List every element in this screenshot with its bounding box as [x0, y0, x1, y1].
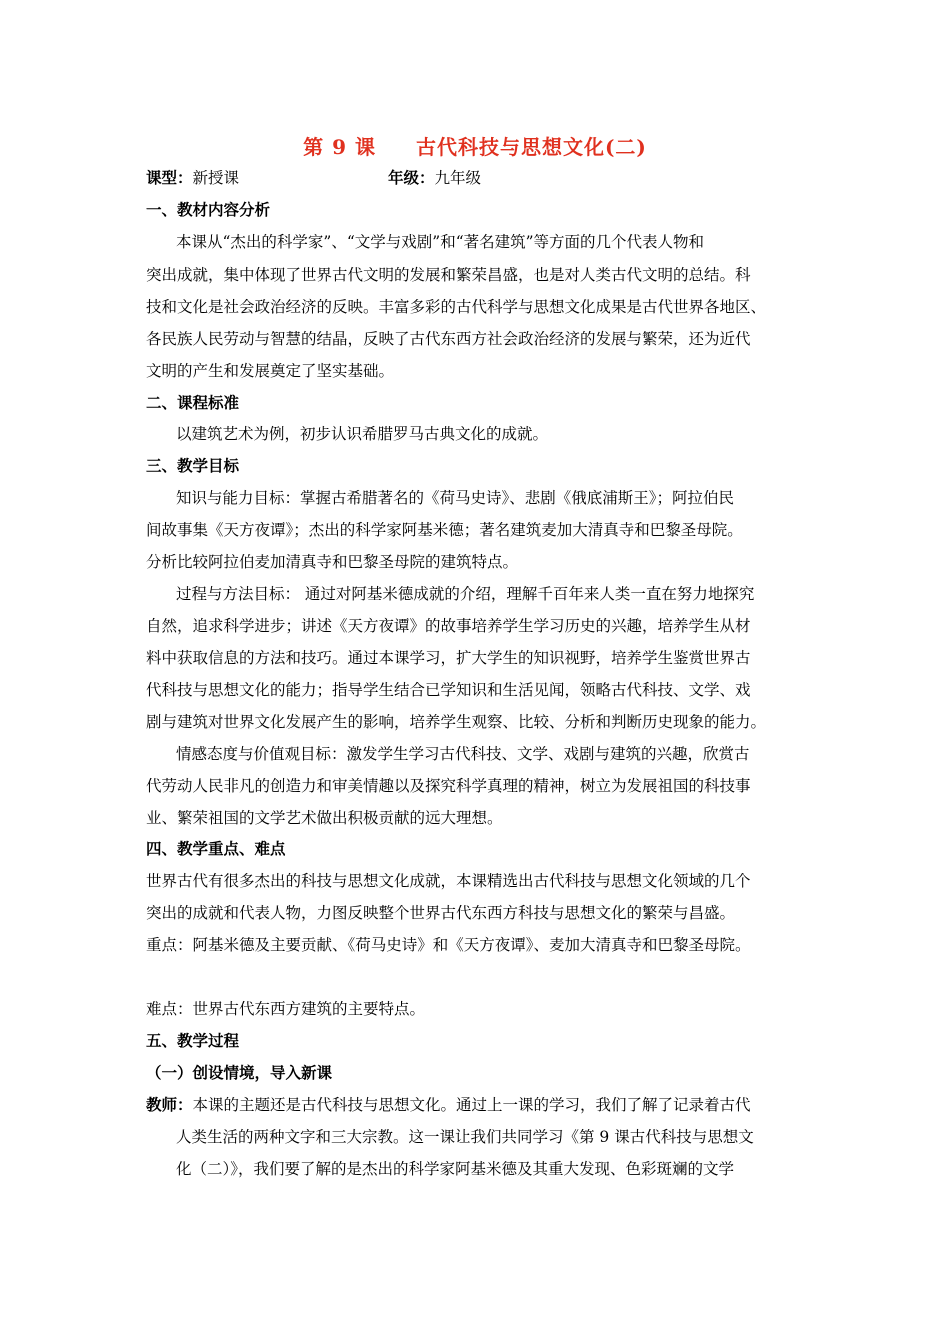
lesson-number: 第 9 课 [303, 135, 376, 159]
paragraph-line: 业、繁荣祖国的文学艺术做出积极贡献的远大理想。 [146, 809, 503, 827]
paragraph-line: 代劳动人民非凡的创造力和审美情趣以及探究科学真理的精神，树立为发展祖国的科技事 [146, 777, 751, 795]
paragraph-line: 人类生活的两种文字和三大宗教。这一课让我们共同学习《第 9 课古代科技与思想文 [176, 1128, 754, 1146]
section-heading-3: 三、教学目标 [146, 456, 240, 475]
paragraph-line: 突出成就，集中体现了世界古代文明的发展和繁荣昌盛，也是对人类古代文明的总结。科 [146, 266, 751, 284]
meta-row [146, 168, 826, 188]
paragraph-line: 各民族人民劳动与智慧的结晶，反映了古代东西方社会政治经济的发展与繁荣，还为近代 [146, 330, 751, 348]
paragraph-line: 过程与方法目标： 通过对阿基米德成就的介绍，理解千百年来人类一直在努力地探究 [176, 585, 755, 603]
paragraph-line: 自然，追求科学进步；讲述《天方夜谭》的故事培养学生学习历史的兴趣，培养学生从材 [146, 617, 751, 635]
paragraph-line: 以建筑艺术为例，初步认识希腊罗马古典文化的成就。 [176, 425, 549, 443]
paragraph-line: 剧与建筑对世界文化发展产生的影响，培养学生观察、比较、分析和判断历史现象的能力。 [146, 713, 767, 731]
paragraph-line: 突出的成就和代表人物，力图反映整个世界古代东西方科技与思想文化的繁荣与昌盛。 [146, 904, 736, 922]
section-heading-4: 四、教学重点、难点 [146, 839, 286, 858]
paragraph-line: 本课从“杰出的科学家”、“文学与戏剧”和“著名建筑”等方面的几个代表人物和 [176, 233, 705, 251]
subsection-heading: （一）创设情境，导入新课 [146, 1063, 333, 1082]
grade-label: 年级： [388, 168, 435, 187]
section-heading-1: 一、教材内容分析 [146, 200, 271, 219]
paragraph-line: 化（二）》，我们要了解的是杰出的科学家阿基米德及其重大发现、色彩斑斓的文学 [176, 1160, 735, 1178]
paragraph-line: 世界古代有很多杰出的科技与思想文化成就，本课精选出古代科技与思想文化领域的几个 [146, 872, 751, 890]
section-heading-5: 五、教学过程 [146, 1031, 240, 1050]
paragraph-line: 知识与能力目标：掌握古希腊著名的《荷马史诗》、悲剧《俄底浦斯王》；阿拉伯民 [176, 489, 735, 507]
paragraph-line: 技和文化是社会政治经济的反映。丰富多彩的古代科学与思想文化成果是古代世界各地区、 [146, 298, 767, 316]
teacher-line [146, 1095, 826, 1115]
grade-value: 九年级 [434, 169, 482, 187]
paragraph-line: 分析比较阿拉伯麦加清真寺和巴黎圣母院的建筑特点。 [146, 553, 519, 571]
paragraph-line: 间故事集《天方夜谭》；杰出的科学家阿基米德；著名建筑麦加大清真寺和巴黎圣母院。 [146, 521, 743, 539]
difficult-points: 难点：世界古代东西方建筑的主要特点。 [146, 1000, 426, 1018]
section-heading-2: 二、课程标准 [146, 393, 240, 412]
teacher-label: 教师： [146, 1095, 193, 1114]
teacher-text: 本课的主题还是古代科技与思想文化。通过上一课的学习，我们了解了记录着古代 [192, 1096, 751, 1114]
type-label: 课型： [146, 168, 193, 187]
paragraph-line: 文明的产生和发展奠定了坚实基础。 [146, 362, 395, 380]
type-value: 新授课 [192, 169, 240, 187]
lesson-name: 古代科技与思想文化(二) [415, 135, 647, 159]
paragraph-line: 代科技与思想文化的能力；指导学生结合已学知识和生活见闻，领略古代科技、文学、戏 [146, 681, 751, 699]
paragraph-line: 情感态度与价值观目标：激发学生学习古代科技、文学、戏剧与建筑的兴趣，欣赏古 [176, 745, 750, 763]
key-points: 重点：阿基米德及主要贡献、《荷马史诗》和《天方夜谭》、麦加大清真寺和巴黎圣母院。 [146, 936, 751, 954]
paragraph-line: 料中获取信息的方法和技巧。通过本课学习，扩大学生的知识视野，培养学生鉴赏世界古 [146, 649, 751, 667]
lesson-title [0, 131, 950, 160]
